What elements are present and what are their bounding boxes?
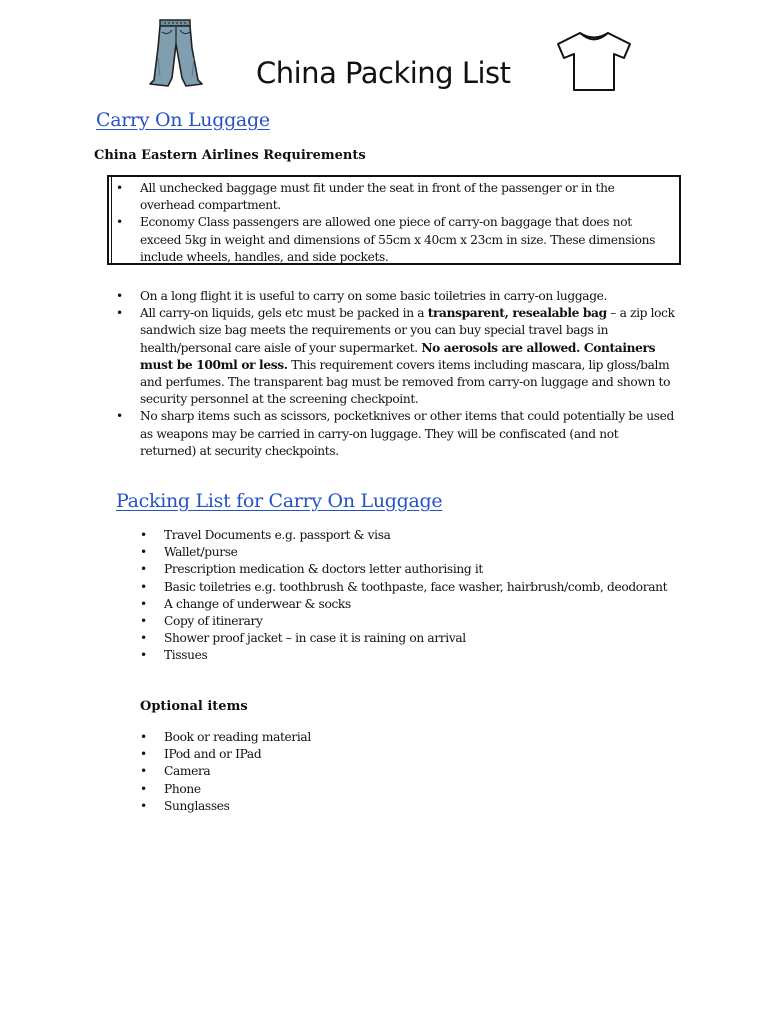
bullet: • bbox=[140, 614, 147, 629]
bullet: • bbox=[140, 764, 147, 779]
requirement-text: Economy Class passengers are allowed one piece of carry-on baggage that does not exceed 5kg in weight and dimensions of 55cm x 40cm x 23cm in size. These dimensions include wheels, handles, and side pockets. bbox=[140, 215, 656, 264]
bullet: • bbox=[140, 562, 147, 577]
item-text: IPod and or IPad bbox=[164, 747, 262, 762]
item-text: Copy of itinerary bbox=[164, 614, 263, 629]
list-item bbox=[140, 729, 540, 746]
bullet: • bbox=[116, 215, 123, 230]
item-text: Book or reading material bbox=[164, 730, 311, 744]
item-text: Wallet/purse bbox=[164, 545, 238, 560]
bullet: • bbox=[140, 781, 147, 796]
carry-on-heading[interactable]: Carry On Luggage bbox=[96, 109, 270, 131]
item-text: Phone bbox=[164, 781, 201, 796]
item-text: Tissues bbox=[164, 648, 208, 663]
bullet: • bbox=[140, 648, 147, 663]
optional-items-list bbox=[140, 729, 540, 815]
optional-items-heading: Optional items bbox=[140, 699, 248, 714]
item-text: Prescription medication & doctors letter authorising it bbox=[164, 562, 483, 577]
bullet: • bbox=[140, 579, 147, 594]
bullet: • bbox=[140, 596, 147, 611]
item-text: Camera bbox=[164, 764, 211, 779]
jeans-icon bbox=[138, 18, 214, 88]
note-text: – a zip lock sandwich size bag meets the requirements or you can buy special travel bags in health/personal care aisle of your supermarket. bbox=[140, 306, 675, 355]
item-text: Sunglasses bbox=[164, 798, 230, 813]
list-item bbox=[116, 288, 676, 305]
carry-on-notes-list bbox=[116, 288, 676, 460]
airline-requirements-heading: China Eastern Airlines Requirements bbox=[94, 148, 366, 163]
list-item bbox=[140, 798, 540, 815]
note-text: On a long flight it is useful to carry on some basic toiletries in carry-on luggage. bbox=[140, 289, 608, 303]
list-item bbox=[140, 561, 680, 578]
list-item bbox=[140, 527, 680, 544]
requirements-list bbox=[116, 180, 672, 266]
list-item bbox=[140, 579, 680, 596]
bullet: • bbox=[116, 306, 123, 321]
tshirt-icon bbox=[554, 30, 634, 92]
list-item bbox=[140, 596, 680, 613]
requirement-text: All unchecked baggage must fit under the seat in front of the passenger or in the overhead compartment. bbox=[140, 181, 615, 213]
bullet: • bbox=[140, 528, 147, 542]
bullet: • bbox=[116, 181, 123, 195]
list-item bbox=[140, 781, 540, 798]
packing-list bbox=[140, 527, 680, 665]
bullet: • bbox=[140, 747, 147, 762]
item-text: Travel Documents e.g. passport & visa bbox=[164, 528, 391, 542]
item-text: Shower proof jacket – in case it is raining on arrival bbox=[164, 631, 466, 646]
list-item bbox=[116, 214, 672, 266]
list-item bbox=[140, 613, 680, 630]
list-item bbox=[116, 180, 672, 214]
list-item bbox=[140, 544, 680, 561]
note-text: All carry-on liquids, gels etc must be packed in a bbox=[140, 306, 428, 321]
note-text: This requirement covers items including mascara, lip gloss/balm and perfumes. The transparent bag must be removed from carry-on luggage and shown to security personnel at the screening checkpoint. bbox=[140, 357, 671, 407]
list-item bbox=[140, 763, 540, 780]
bullet: • bbox=[140, 798, 147, 813]
note-text: No sharp items such as scissors, pocketknives or other items that could potentially be used as weapons may be carried in carry-on luggage. They will be confiscated (and not returned) at security checkpoints. bbox=[140, 409, 674, 458]
list-item bbox=[140, 630, 680, 647]
bullet: • bbox=[140, 730, 147, 744]
list-item bbox=[116, 305, 676, 408]
page-title: China Packing List bbox=[256, 56, 511, 90]
item-text: A change of underwear & socks bbox=[164, 596, 351, 611]
bullet: • bbox=[116, 409, 123, 424]
bullet: • bbox=[116, 289, 123, 303]
list-item bbox=[140, 647, 680, 664]
list-item bbox=[116, 408, 676, 460]
note-bold-text: No aerosols are allowed. Containers must be 100ml or less. bbox=[140, 340, 656, 372]
bullet: • bbox=[140, 631, 147, 646]
note-bold-text: transparent, resealable bag bbox=[427, 306, 607, 321]
bullet: • bbox=[140, 545, 147, 560]
packing-list-heading[interactable]: Packing List for Carry On Luggage bbox=[116, 490, 443, 512]
item-text: Basic toiletries e.g. toothbrush & toothpaste, face washer, hairbrush/comb, deodorant bbox=[164, 579, 668, 594]
list-item bbox=[140, 746, 540, 763]
